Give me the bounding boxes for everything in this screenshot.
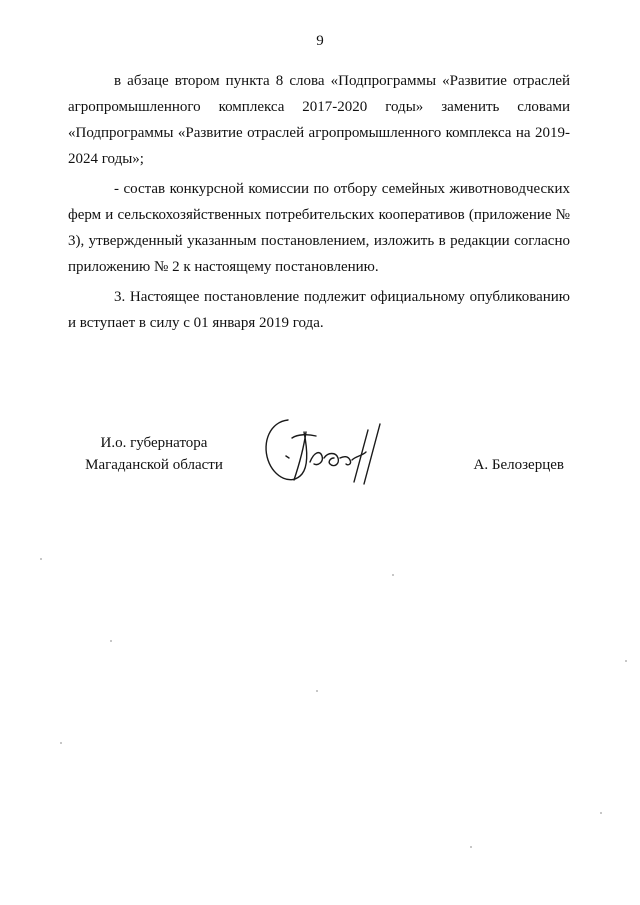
signatory-position	[74, 432, 234, 476]
handwritten-signature	[258, 412, 398, 492]
paragraph-amend-subprogram: в абзаце втором пункта 8 слова «Подпрограммы «Развитие отраслей агропромышленного комплекса 2017-2020 годы» заменить словами «Подпрограммы «Развитие отраслей агропромышленного комплекса на 2019-2024 годы»;	[68, 73, 570, 167]
document-body	[68, 68, 570, 340]
paragraph-publication: 3. Настоящее постановление подлежит официальному опубликованию и вступает в силу с 01 января 2019 года.	[68, 289, 570, 331]
signatory-position-line1: И.о. губернатора	[100, 435, 208, 451]
signatory-name: А. Белозерцев	[473, 457, 564, 473]
page-number: 9	[316, 33, 324, 49]
paragraph-commission-composition: - состав конкурсной комиссии по отбору семейных животноводческих ферм и сельскохозяйственных потребительских кооперативов (приложение № 3), утвержденный указанным постановлением, изложить в редакции согласно приложению № 2 к настоящему постановлению.	[68, 181, 570, 275]
signatory-position-line2: Магаданской области	[85, 457, 223, 473]
